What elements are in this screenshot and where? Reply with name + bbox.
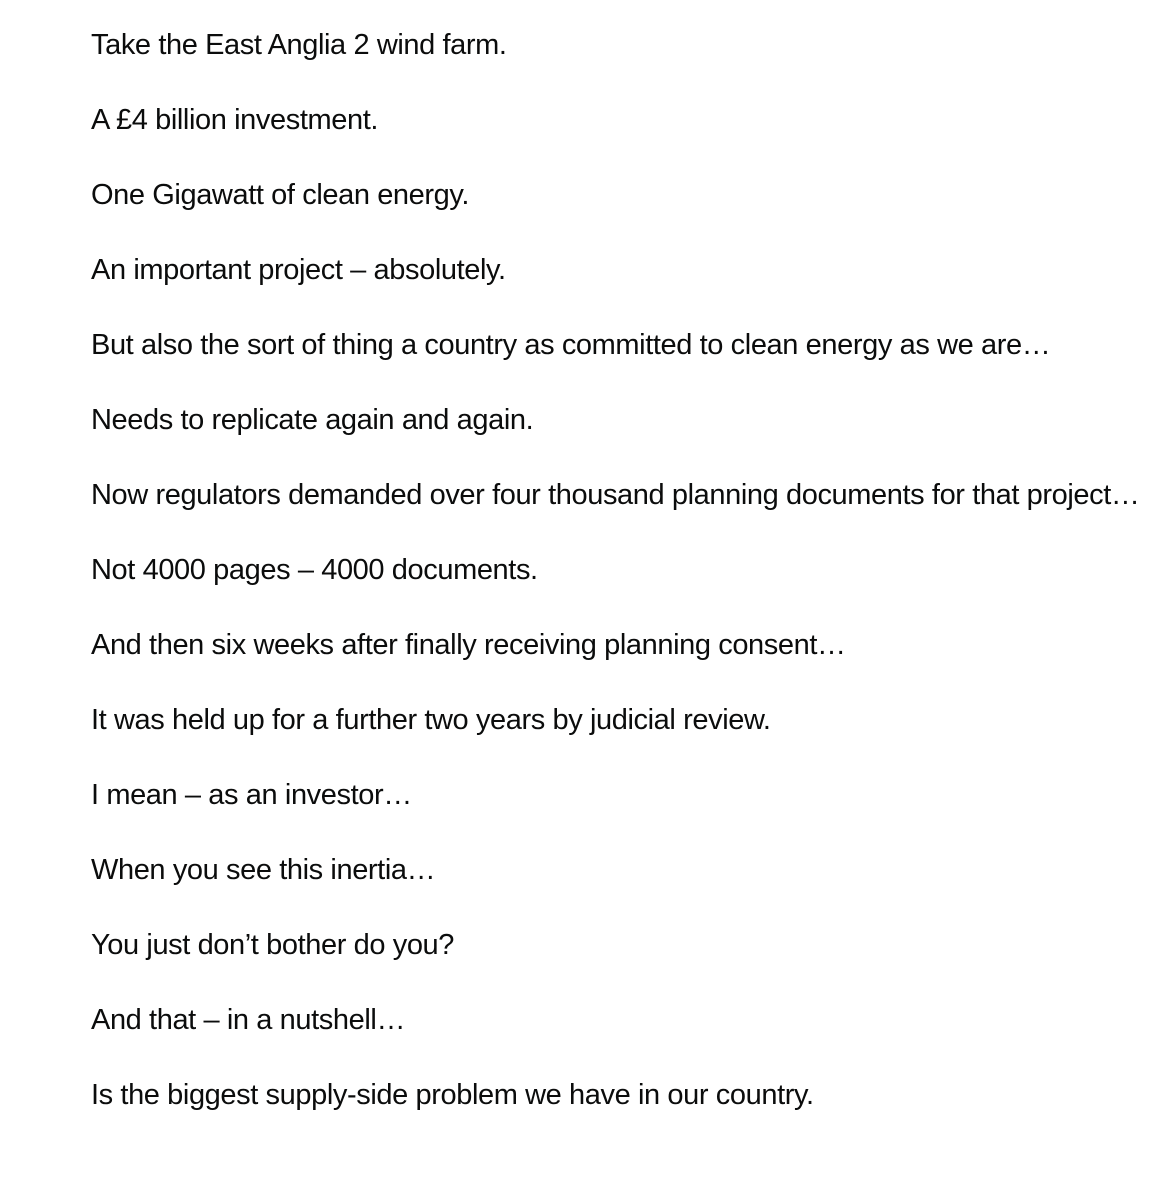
paragraph: Needs to replicate again and again. <box>91 404 534 436</box>
paragraph: One Gigawatt of clean energy. <box>91 179 469 211</box>
paragraph: It was held up for a further two years by judicial review. <box>91 704 771 736</box>
paragraph: Is the biggest supply-side problem we have in our country. <box>91 1079 814 1111</box>
paragraph: And then six weeks after finally receiving planning consent… <box>91 629 846 661</box>
paragraph: Not 4000 pages – 4000 documents. <box>91 554 538 586</box>
speech-text <box>91 24 1151 1149</box>
paragraph: Take the East Anglia 2 wind farm. <box>91 29 507 61</box>
paragraph: Now regulators demanded over four thousand planning documents for that project… <box>91 479 1140 511</box>
paragraph: An important project – absolutely. <box>91 254 506 286</box>
paragraph: But also the sort of thing a country as committed to clean energy as we are… <box>91 329 1051 361</box>
paragraph: And that – in a nutshell… <box>91 1004 406 1036</box>
paragraph: I mean – as an investor… <box>91 779 412 811</box>
paragraph: When you see this inertia… <box>91 854 436 886</box>
paragraph: A £4 billion investment. <box>91 104 379 136</box>
paragraph: You just don’t bother do you? <box>91 929 455 961</box>
